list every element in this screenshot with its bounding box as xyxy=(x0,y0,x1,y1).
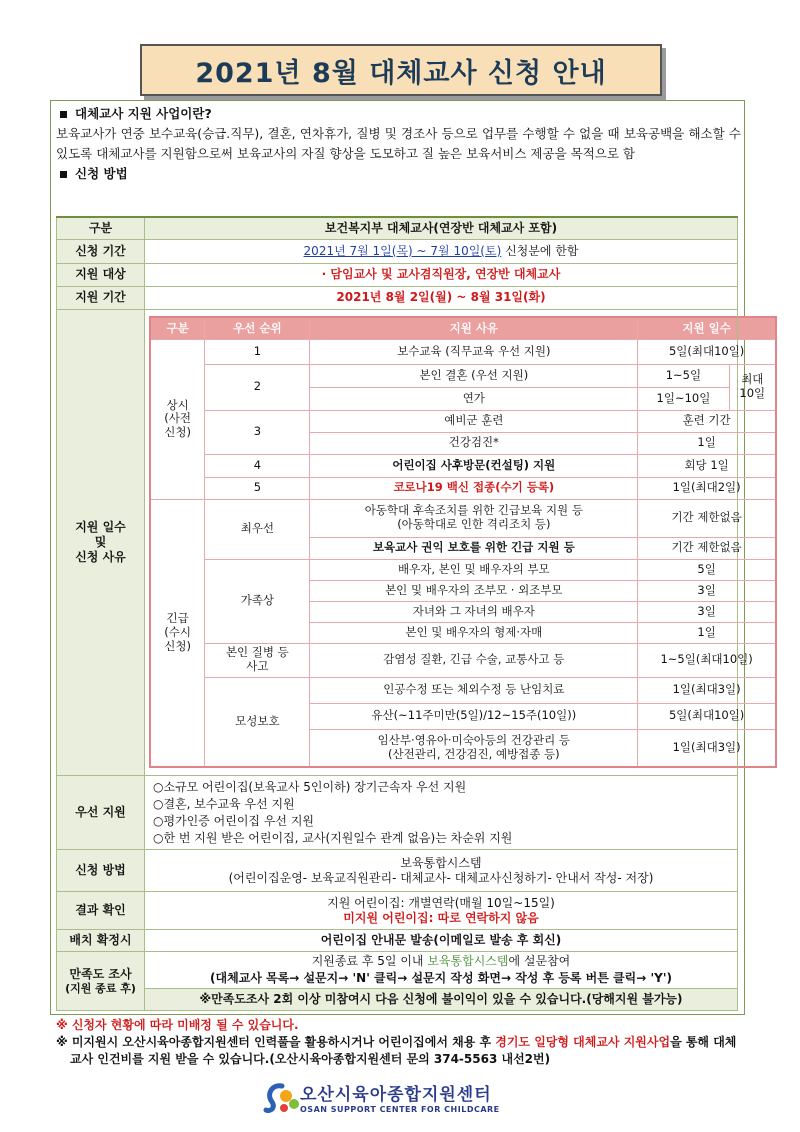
table-row: 3 예비군 훈련 훈련 기간 xyxy=(150,410,776,432)
dispatch-label: 배치 확정시 xyxy=(57,930,145,952)
table-row: 임산부·영유아·미숙아등의 건강관리 등 (산전관리, 건강검진, 예방접종 등) 1일(최대3일) xyxy=(150,729,776,767)
notes xyxy=(56,1017,746,1068)
table-row xyxy=(57,263,738,286)
note-alternative: ※ 미지원시 오산시육아종합지원센터 인력풀을 활용하시거나 어린이집에서 채용 후 경기도 일당형 대체교사 지원사업을 통해 대체교사 인건비를 지원 받을 수 있습니다.(오산시육아종합지원센터 문의 374-5563 내선2번) xyxy=(56,1035,737,1066)
table-row: 2 본인 결혼 (우선 지원) 1~5일 최대 10일 xyxy=(150,364,776,387)
table-row xyxy=(57,952,738,1011)
table-row: 상시 (사전 신청) 1 보수교육 (직무교육 우선 지원) 5일(최대10일) xyxy=(150,339,776,364)
square-bullet-icon xyxy=(60,111,67,118)
priority-list xyxy=(145,776,738,850)
support-period-label: 지원 기간 xyxy=(57,286,145,309)
table-row xyxy=(57,930,738,952)
center-logo-icon xyxy=(262,1080,302,1116)
result-label: 결과 확인 xyxy=(57,892,145,930)
period-value: 2021년 7월 1일(목) ~ 7월 10일(토) xyxy=(303,243,502,258)
center-logo-text: 오산시육아종합지원센터 OSAN SUPPORT CENTER FOR CHILDCARE xyxy=(300,1085,500,1114)
intro-section xyxy=(56,104,741,184)
period-label: 신청 기간 xyxy=(57,239,145,263)
table-row xyxy=(57,776,738,850)
priority-label: 우선 지원 xyxy=(57,776,145,850)
days-label: 지원 일수 및 신청 사유 xyxy=(57,309,145,776)
list-item: ○결혼, 보수교육 우선 지원 xyxy=(153,796,295,811)
header-value: 보건복지부 대체교사(연장반 대체교사 포함) xyxy=(145,217,738,239)
max-10-days: 최대 10일 xyxy=(729,364,776,410)
support-days-table xyxy=(149,316,777,768)
survey-label: 만족도 조사 (지원 종료 후) xyxy=(57,952,145,1011)
target-value: · 담임교사 및 교사겸직원장, 연장반 대체교사 xyxy=(145,263,738,286)
dispatch-value: 어린이집 안내문 발송(이메일로 발송 후 회신) xyxy=(145,930,738,952)
table-row: 본인 질병 등 사고 감염성 질환, 긴급 수술, 교통사고 등 1~5일(최대10일) xyxy=(150,643,776,677)
regular-category: 상시 (사전 신청) xyxy=(150,339,205,499)
survey-value: 지원종료 후 5일 이내 보육통합시스템에 설문참여 (대체교사 목록→ 설문지→ 'N' 클릭→ 설문지 작성 화면→ 작성 후 등록 버튼 클릭→ 'Y') ※만족도조사 2회 이상 미참여시 다음 신청에 불이익이 있을 수 있습니다.(당해지원 불가능) xyxy=(145,952,738,1011)
method-label: 신청 방법 xyxy=(57,850,145,892)
table-row: 5 코로나19 백신 접종(수기 등록) 1일(최대2일) xyxy=(150,477,776,499)
table-row: 모성보호 인공수정 또는 체외수정 등 난임치료 1일(최대3일) xyxy=(150,677,776,703)
table-row xyxy=(57,239,738,263)
table-row: 가족상 배우자, 본인 및 배우자의 부모 5일 xyxy=(150,559,776,580)
table-row: 건강검진* 1일 xyxy=(150,432,776,454)
result-value: 지원 어린이집: 개별연락(매월 10일~15일) 미지원 어린이집: 따로 연락하지 않음 xyxy=(145,892,738,930)
table-row xyxy=(57,892,738,930)
intro-heading-2: 신청 방법 xyxy=(56,164,741,184)
table-row: 보육교사 권익 보호를 위한 긴급 지원 등 기간 제한없음 xyxy=(150,537,776,559)
survey-warning: ※만족도조사 2회 이상 미참여시 다음 신청에 불이익이 있을 수 있습니다.(당해지원 불가능) xyxy=(145,988,737,1010)
inner-header-row: 구분 우선 순위 지원 사유 지원 일수 xyxy=(150,317,776,339)
page-title: 2021년 8월 대체교사 신청 안내 xyxy=(140,44,662,96)
table-row xyxy=(57,286,738,309)
childcare-system-link: 보육통합시스템 xyxy=(427,954,509,968)
table-row: 유산(~11주미만(5일)/12~15주(10일)) 5일(최대10일) xyxy=(150,703,776,729)
table-row xyxy=(57,309,738,776)
list-item: ○소규모 어린이집(보육교사 5인이하) 장기근속자 우선 지원 xyxy=(153,779,467,794)
support-period-value: 2021년 8월 2일(월) ~ 8월 31일(화) xyxy=(145,286,738,309)
table-row: 4 어린이집 사후방문(컨설팅) 지원 회당 1일 xyxy=(150,454,776,477)
list-item: ○한 번 지원 받은 어린이집, 교사(지원일수 관계 없음)는 차순위 지원 xyxy=(153,830,513,845)
period-suffix: 신청분에 한함 xyxy=(501,243,579,258)
note-unassigned: ※ 신청자 현황에 따라 미배정 될 수 있습니다. xyxy=(56,1018,299,1032)
table-row: 본인 및 배우자의 조부모 · 외조부모 3일 xyxy=(150,580,776,601)
urgent-category: 긴급 (수시 신청) xyxy=(150,499,205,767)
days-inner-cell xyxy=(145,309,766,776)
table-row: 긴급 (수시 신청) 최우선 아동학대 후속조치를 위한 긴급보육 지원 등 (아동학대로 인한 격리조치 등) 기간 제한없음 xyxy=(150,499,776,537)
period-cell xyxy=(145,239,738,263)
table-row: 본인 및 배우자의 형제·자매 1일 xyxy=(150,622,776,643)
list-item: ○평가인증 어린이집 우선 지원 xyxy=(153,813,315,828)
method-value: 보육통합시스템 (어린이집운영- 보육교직원관리- 대체교사- 대체교사신청하기- 안내서 작성- 저장) xyxy=(145,850,738,892)
header-label: 구분 xyxy=(57,217,145,239)
table-row: 자녀와 그 자녀의 배우자 3일 xyxy=(150,601,776,622)
application-table xyxy=(56,216,766,1011)
intro-heading-1: 대체교사 지원 사업이란? xyxy=(56,104,741,124)
table-row xyxy=(57,850,738,892)
target-label: 지원 대상 xyxy=(57,263,145,286)
table-row: 연가 1일~10일 xyxy=(150,387,776,410)
table-header-row xyxy=(57,217,738,239)
square-bullet-icon xyxy=(60,171,67,178)
intro-description: 보육교사가 연중 보수교육(승급.직무), 결혼, 연차휴가, 질병 및 경조사 등으로 업무를 수행할 수 없을 때 보육공백을 해소할 수 있도록 대체교사를 지원함으로써 보육교사의 자질 향상을 도모하고 질 높은 보육서비스 제공을 목적으로 함 xyxy=(56,126,741,161)
